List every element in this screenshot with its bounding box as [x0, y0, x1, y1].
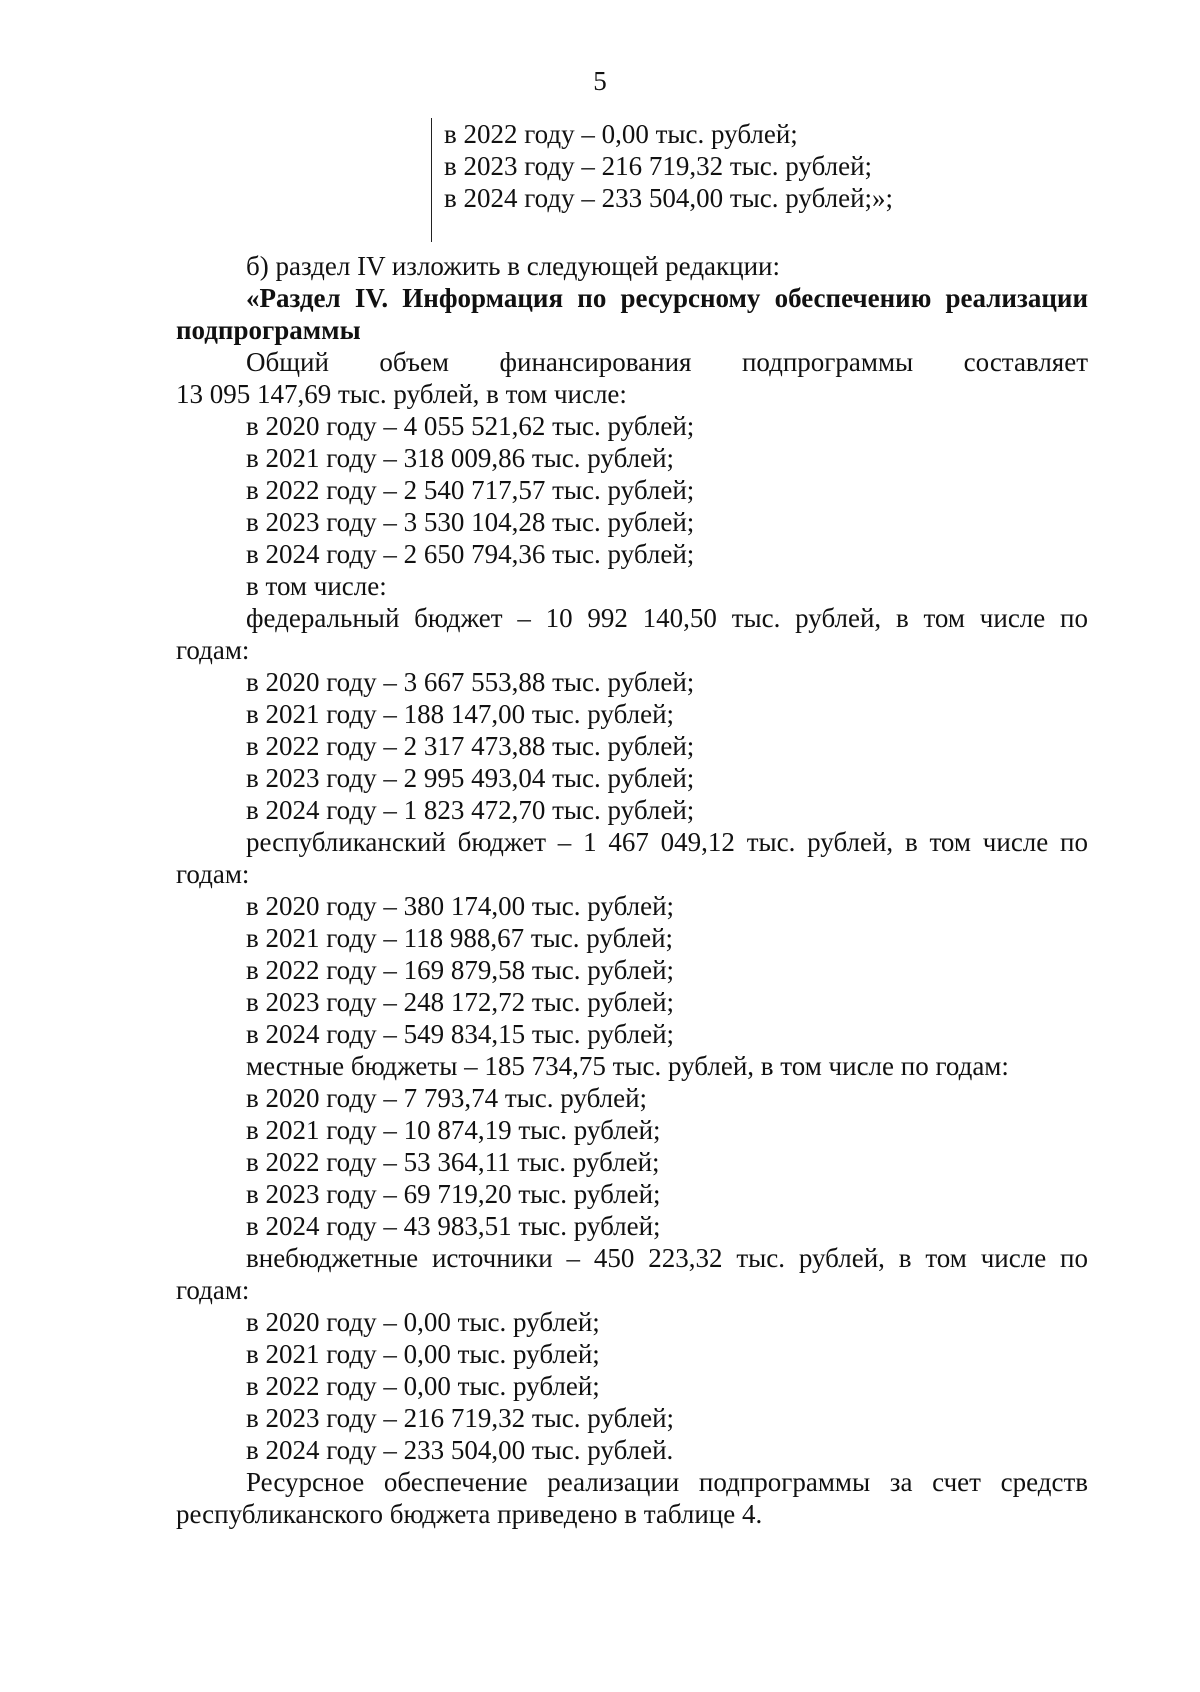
document-body	[176, 250, 1088, 1530]
total-funding-line1: Общий объем финансирования подпрограммы составляет	[246, 347, 1088, 377]
total-year-line: в 2024 году – 2 650 794,36 тыс. рублей;	[246, 539, 695, 569]
extra-year-line: в 2020 году – 0,00 тыс. рублей;	[246, 1307, 600, 1337]
federal-budget-line2: годам:	[176, 635, 250, 665]
total-year-line: в 2023 году – 3 530 104,28 тыс. рублей;	[246, 507, 695, 537]
extra-year-line: в 2024 году – 233 504,00 тыс. рублей.	[246, 1435, 674, 1465]
federal-year-line: в 2024 году – 1 823 472,70 тыс. рублей;	[246, 795, 695, 825]
intro-line: б) раздел IV изложить в следующей редакции:	[246, 251, 781, 281]
total-funding-line2: 13 095 147,69 тыс. рублей, в том числе:	[176, 379, 627, 409]
federal-year-line: в 2020 году – 3 667 553,88 тыс. рублей;	[246, 667, 695, 697]
republic-year-line: в 2021 году – 118 988,67 тыс. рублей;	[246, 923, 674, 953]
closing-line2: республиканского бюджета приведено в таблице 4.	[176, 1499, 763, 1529]
federal-budget-line1: федеральный бюджет – 10 992 140,50 тыс. рублей, в том числе по	[246, 603, 1088, 633]
top-year-line: в 2022 году – 0,00 тыс. рублей;	[444, 119, 798, 149]
extra-year-line: в 2022 году – 0,00 тыс. рублей;	[246, 1371, 600, 1401]
total-year-line: в 2022 году – 2 540 717,57 тыс. рублей;	[246, 475, 695, 505]
federal-year-line: в 2023 году – 2 995 493,04 тыс. рублей;	[246, 763, 695, 793]
federal-year-line: в 2021 году – 188 147,00 тыс. рублей;	[246, 699, 675, 729]
top-year-line: в 2023 году – 216 719,32 тыс. рублей;	[444, 151, 873, 181]
including-label: в том числе:	[246, 571, 387, 601]
republic-budget-line1: республиканский бюджет – 1 467 049,12 тыс. рублей, в том числе по	[246, 827, 1088, 857]
republic-year-line: в 2022 году – 169 879,58 тыс. рублей;	[246, 955, 675, 985]
republic-year-line: в 2023 году – 248 172,72 тыс. рублей;	[246, 987, 675, 1017]
total-year-line: в 2021 году – 318 009,86 тыс. рублей;	[246, 443, 675, 473]
extra-year-line: в 2023 году – 216 719,32 тыс. рублей;	[246, 1403, 675, 1433]
section-heading-line2: подпрограммы	[176, 315, 361, 345]
federal-year-line: в 2022 году – 2 317 473,88 тыс. рублей;	[246, 731, 695, 761]
republic-year-line: в 2024 году – 549 834,15 тыс. рублей;	[246, 1019, 675, 1049]
top-year-line: в 2024 году – 233 504,00 тыс. рублей;»;	[444, 183, 894, 213]
total-year-line: в 2020 году – 4 055 521,62 тыс. рублей;	[246, 411, 695, 441]
closing-line1: Ресурсное обеспечение реализации подпрограммы за счет средств	[246, 1467, 1088, 1497]
extra-budget-line1: внебюджетные источники – 450 223,32 тыс. рублей, в том числе по	[246, 1243, 1088, 1273]
section-heading-line1: «Раздел IV. Информация по ресурсному обеспечению реализации	[246, 283, 1088, 313]
extra-year-line: в 2021 году – 0,00 тыс. рублей;	[246, 1339, 600, 1369]
local-year-line: в 2022 году – 53 364,11 тыс. рублей;	[246, 1147, 660, 1177]
republic-budget-line2: годам:	[176, 859, 250, 889]
local-budget-line: местные бюджеты – 185 734,75 тыс. рублей, в том числе по годам:	[246, 1051, 1009, 1081]
local-year-line: в 2020 году – 7 793,74 тыс. рублей;	[246, 1083, 648, 1113]
continued-amendment-block	[431, 118, 1004, 242]
local-year-line: в 2024 году – 43 983,51 тыс. рублей;	[246, 1211, 661, 1241]
local-year-line: в 2023 году – 69 719,20 тыс. рублей;	[246, 1179, 661, 1209]
local-year-line: в 2021 году – 10 874,19 тыс. рублей;	[246, 1115, 661, 1145]
republic-year-line: в 2020 году – 380 174,00 тыс. рублей;	[246, 891, 675, 921]
extra-budget-line2: годам:	[176, 1275, 250, 1305]
page-number: 5	[593, 66, 607, 96]
